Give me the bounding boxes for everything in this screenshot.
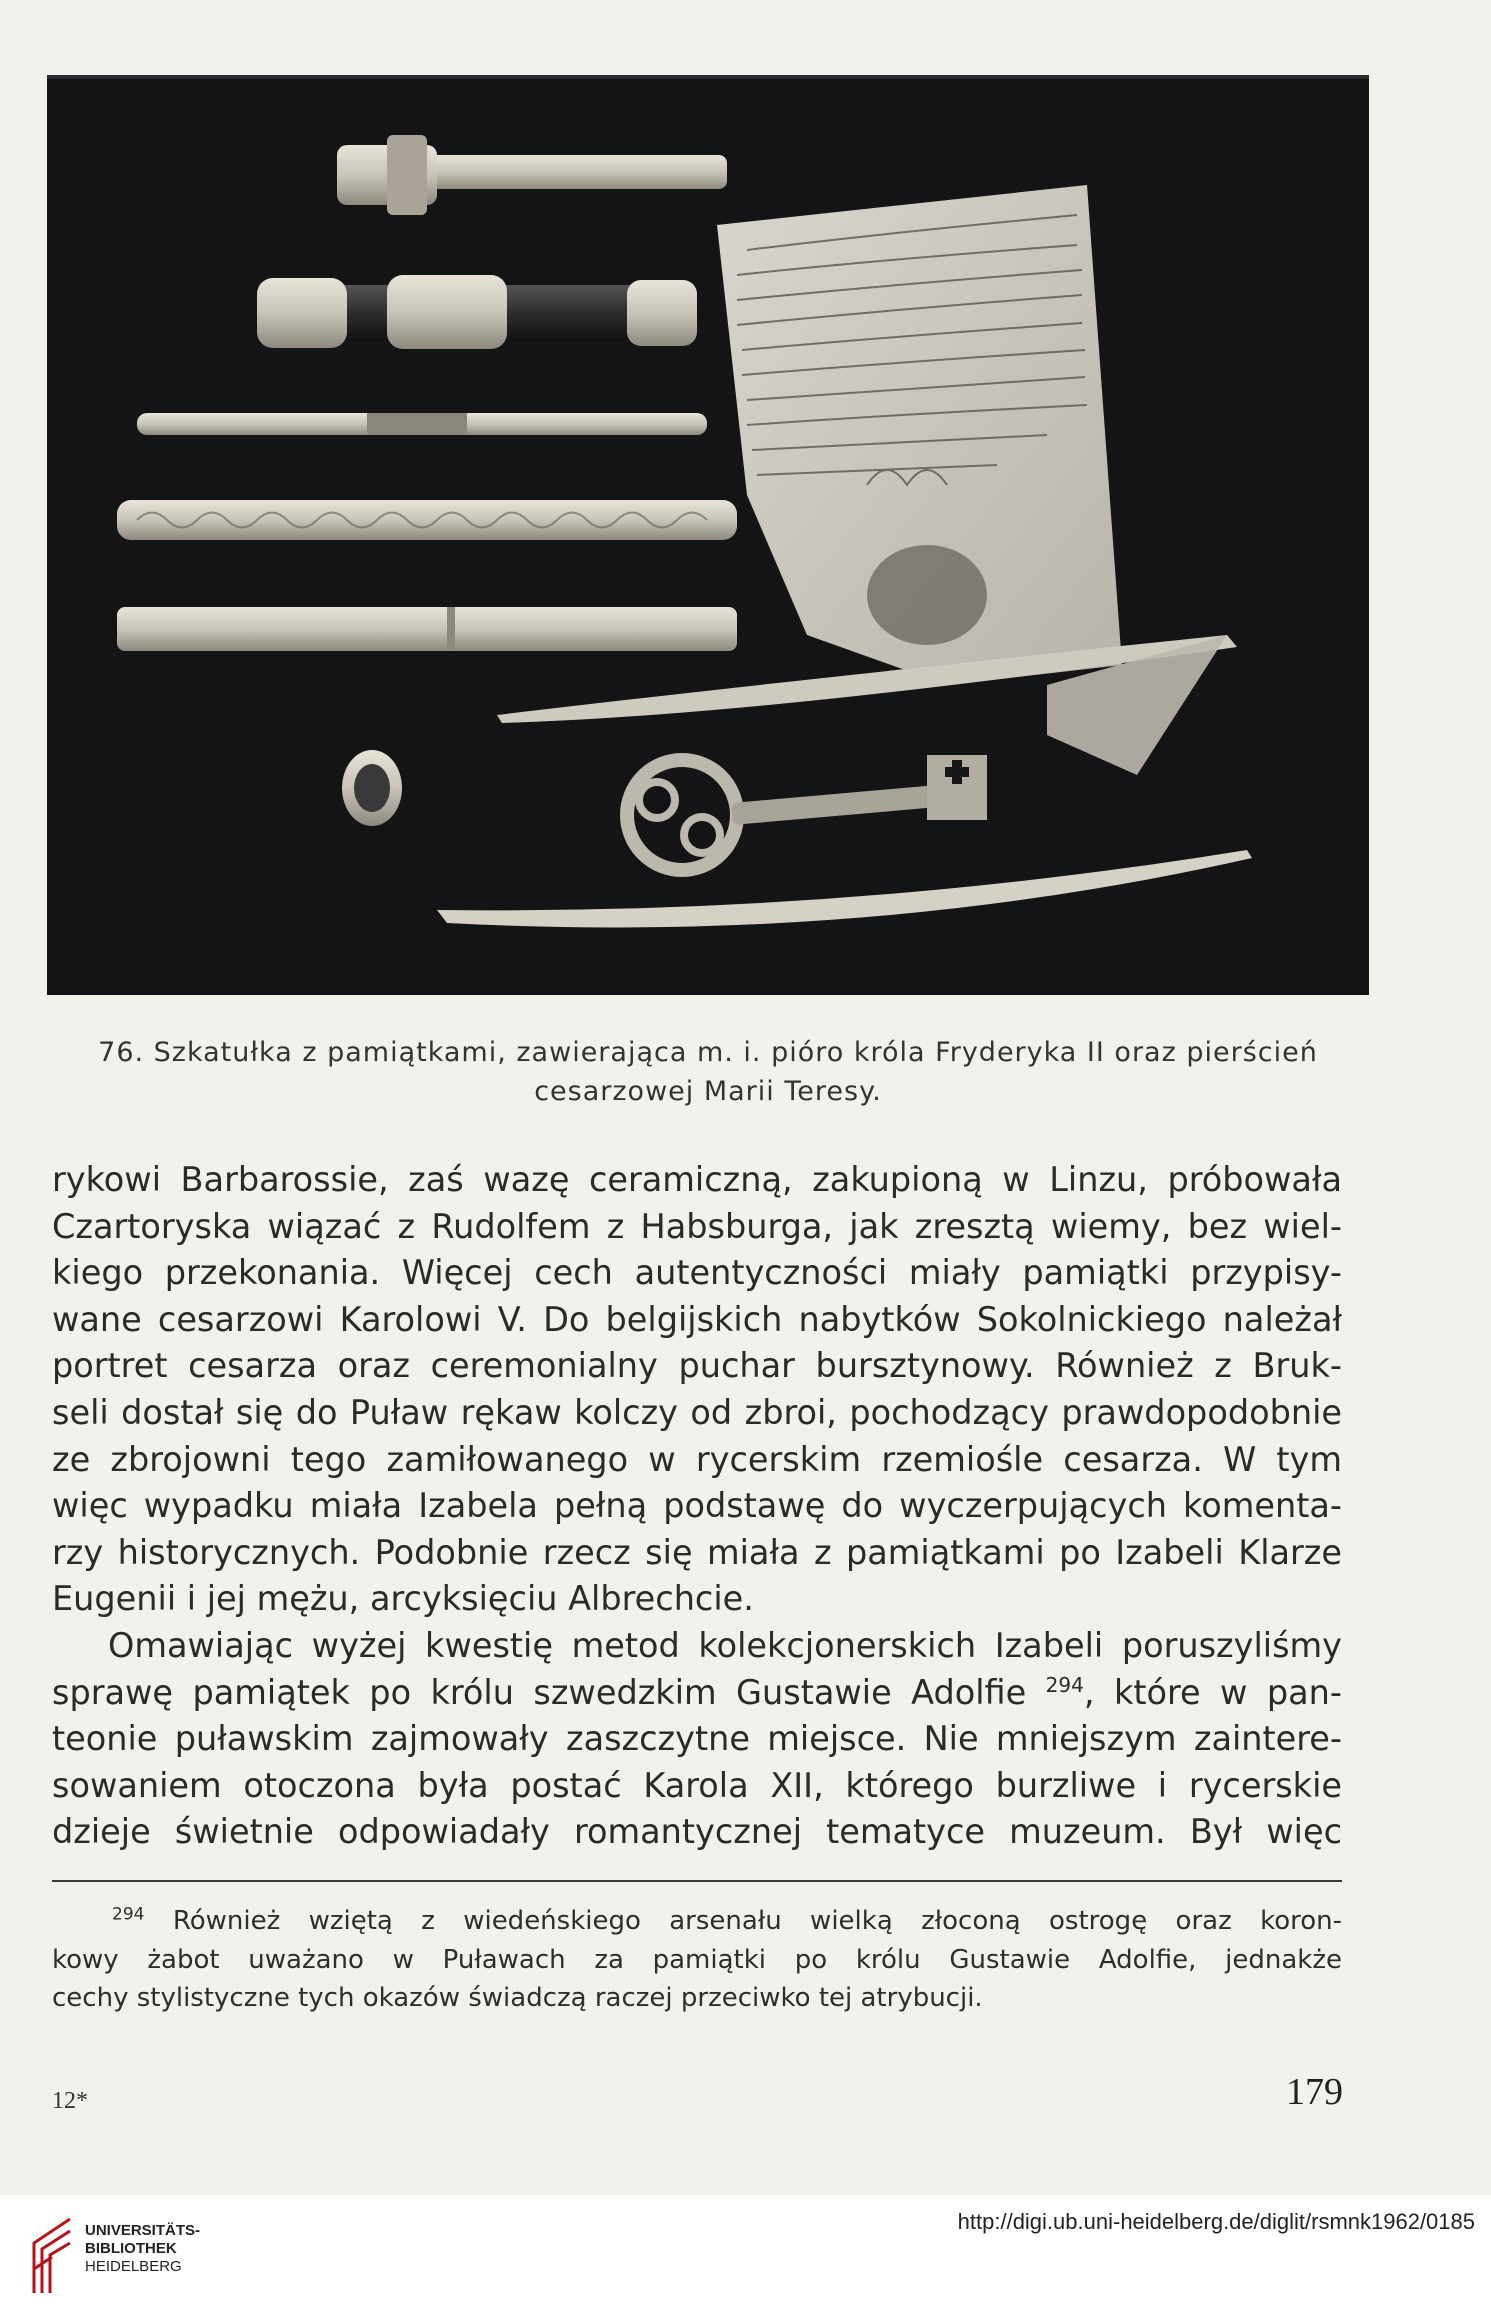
text-line: sowaniem otoczona była postać Karola XII, którego burzliwe i rycerskie	[52, 1765, 1342, 1805]
footnote-reference[interactable]: 294	[1045, 1672, 1084, 1697]
text-line: rzy historycznych. Podobnie rzecz się miała z pamiątkami po Izabeli Klarze	[52, 1532, 1342, 1572]
text-line: rykowi Barbarossie, zaś wazę ceramiczną, zakupioną w Linzu, próbowała	[52, 1160, 1342, 1199]
text-line: ze zbrojowni tego zamiłowanego w rycerskim rzemiośle cesarza. W tym	[52, 1439, 1342, 1479]
caption-line-2: cesarzowej Marii Teresy.	[534, 1076, 882, 1107]
text-line: Eugenii i jej mężu, arcyksięciu Albrechcie.	[52, 1579, 754, 1619]
footnote-line: kowy żabot uważano w Puławach za pamiątki po królu Gustawie Adolfie, jednakże	[52, 1944, 1342, 1975]
text-segment: sprawę pamiątek po królu szwedzkim Gustawie Adolfie	[52, 1672, 1027, 1712]
footnote-divider	[52, 1880, 1342, 1882]
text-line: seli dostał się do Puław rękaw kolczy od zbroi, pochodzący prawdopodobnie	[52, 1392, 1342, 1432]
text-line: kiego przekonania. Więcej cech autentyczności miały pamiątki przypisy-	[52, 1253, 1342, 1293]
text-line: wane cesarzowi Karolowi V. Do belgijskich nabytków Sokolnickiego należał	[52, 1299, 1342, 1339]
text-line: Czartoryska wiązać z Rudolfem z Habsburga, jak zresztą wiemy, bez wiel-	[52, 1206, 1342, 1246]
memorabilia-box-photo	[47, 75, 1369, 995]
footnote	[52, 1902, 1342, 2018]
text-line: teonie puławskim zajmowały zaszczytne miejsce. Nie mniejszym zaintere-	[52, 1719, 1342, 1759]
library-name-line: BIBLIOTHEK	[85, 2240, 177, 2257]
footnote-line: cechy stylistyczne tych okazów świadczą raczej przeciwko tej atrybucji.	[52, 1983, 983, 2013]
text-segment: , które w pan-	[1083, 1672, 1342, 1712]
text-line: portret cesarza oraz ceremonialny puchar bursztynowy. Również z Bruk-	[52, 1346, 1342, 1386]
library-name-line: HEIDELBERG	[85, 2258, 182, 2275]
figure-photograph	[47, 75, 1369, 995]
text-line-with-footnote-ref	[52, 1670, 1342, 1717]
footnote-number: 294	[112, 1904, 145, 1925]
text-line: dzieje świetnie odpowiadały romantycznej tematyce muzeum. Był więc	[52, 1812, 1342, 1852]
main-text	[52, 1157, 1342, 1856]
library-name-line: UNIVERSITÄTS-	[85, 2222, 201, 2239]
footnote-text: Również wziętą z wiedeńskiego arsenału wielką złoconą ostrogę oraz koron-	[172, 1906, 1342, 1936]
source-url-link[interactable]: http://digi.ub.uni-heidelberg.de/diglit/rsmnk1962/0185	[957, 2209, 1475, 2234]
footnote-line	[52, 1902, 1342, 1941]
page-number: 179	[1286, 2071, 1343, 2113]
text-line: więc wypadku miała Izabela pełną podstawę do wyczerpujących komenta-	[52, 1486, 1342, 1526]
heidelberg-library-logo-icon	[30, 2213, 74, 2297]
figure-caption	[52, 1033, 1364, 1111]
caption-line-1: 76. Szkatułka z pamiątkami, zawierająca m. i. pióro króla Fryderyka II oraz pierścień	[98, 1037, 1318, 1068]
signature-mark: 12*	[52, 2088, 88, 2114]
text-line: Omawiając wyżej kwestię metod kolekcjonerskich Izabeli poruszyliśmy	[108, 1625, 1342, 1665]
library-name	[85, 2222, 200, 2276]
